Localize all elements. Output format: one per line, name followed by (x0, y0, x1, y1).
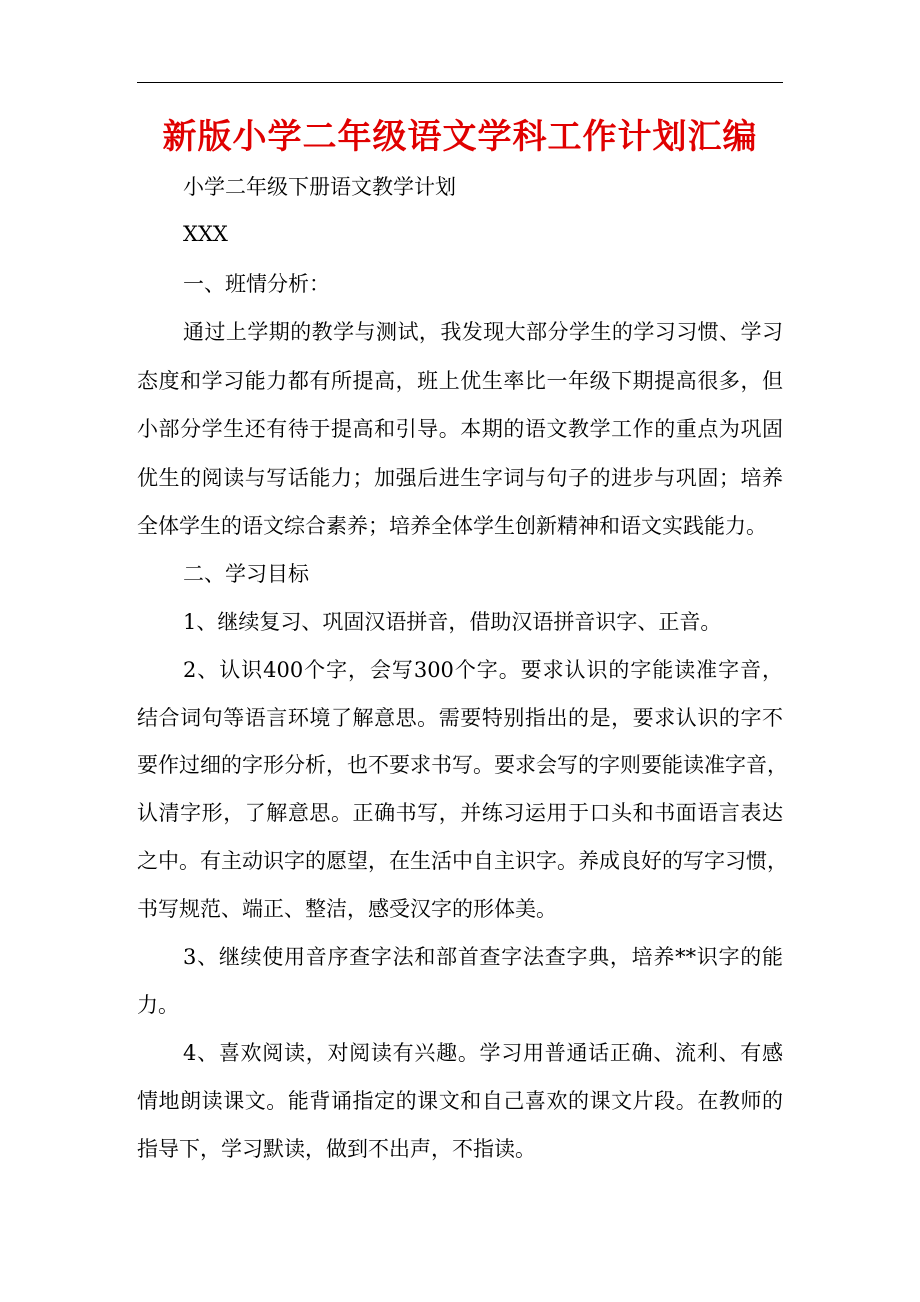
goal-item-1: 1、继续复习、巩固汉语拼音，借助汉语拼音识字、正音。 (183, 610, 722, 634)
goal-item-2-line: 2、认识400个字，会写300个字。要求认识的字能读准字音， (183, 658, 783, 682)
goal-item-2-line: 之中。有主动识字的愿望，在生活中自主识字。养成良好的写字习惯， (137, 849, 788, 873)
goal-item-2-line: 书写规范、端正、整洁，感受汉字的形体美。 (137, 897, 557, 921)
paragraph-line: 态度和学习能力都有所提高，班上优生率比一年级下期提高很多，但 (137, 369, 783, 393)
header-rule (137, 82, 783, 83)
document-subtitle: 小学二年级下册语文教学计划 (183, 175, 456, 199)
goal-item-4-line: 4、喜欢阅读，对阅读有兴趣。学习用普通话正确、流利、有感 (183, 1041, 783, 1065)
goal-item-2-line: 结合词句等语言环境了解意思。需要特别指出的是，要求认识的字不 (137, 706, 783, 730)
goal-item-2-line: 要作过细的字形分析，也不要求书写。要求会写的字则要能读准字音， (137, 753, 788, 777)
goal-item-2-line: 认清字形，了解意思。正确书写，并练习运用于口头和书面语言表达 (137, 801, 783, 825)
document-title: 新版小学二年级语文学科工作计划汇编 (162, 117, 758, 157)
paragraph-line: 优生的阅读与写话能力；加强后进生字词与句子的进步与巩固；培养 (137, 466, 783, 490)
goal-item-4-line: 指导下，学习默读，做到不出声，不指读。 (137, 1137, 536, 1161)
goal-item-4-line: 情地朗读课文。能背诵指定的课文和自己喜欢的课文片段。在教师的 (137, 1089, 783, 1113)
author-name: XXX (183, 222, 228, 246)
goal-item-3-line: 力。 (137, 993, 179, 1017)
section-2-heading: 二、学习目标 (183, 562, 309, 586)
paragraph-line: 小部分学生还有待于提高和引导。本期的语文教学工作的重点为巩固 (137, 417, 783, 441)
goal-item-3-line: 3、继续使用音序查字法和部首查字法查字典，培养**识字的能 (183, 945, 783, 969)
section-1-heading: 一、班情分析： (183, 272, 330, 296)
paragraph-line: 全体学生的语文综合素养；培养全体学生创新精神和语文实践能力。 (137, 514, 767, 538)
paragraph-line: 通过上学期的教学与测试，我发现大部分学生的学习习惯、学习 (183, 320, 783, 344)
